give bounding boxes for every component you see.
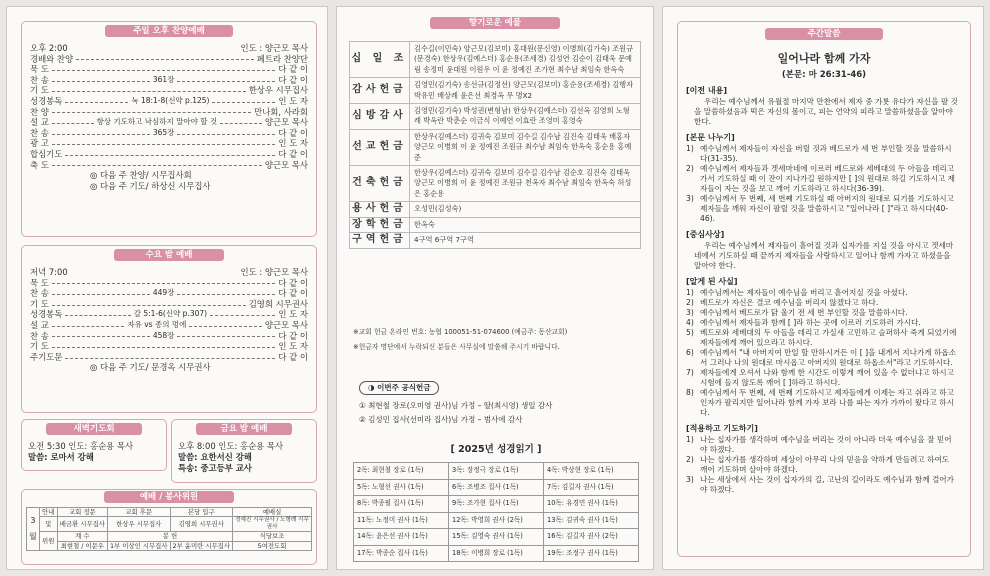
- list-text: 나는 세상에서 사는 것이 십자가의 길, 고난의 길이라도 예수님과 함께 걸어가야 하겠다.: [700, 475, 954, 494]
- dotted-leader: [65, 102, 128, 103]
- order-row: [30, 149, 308, 160]
- order-item: 기 도: [30, 298, 49, 309]
- svc-r1-0: 교회 정문: [57, 508, 107, 517]
- dotted-leader: [65, 155, 275, 156]
- svc-r4-2: 2부 윤미란 시무집사: [170, 541, 233, 550]
- list-text: 예수님께서 제자들과 겟세마네에 이르러 베드로와 세베대의 두 아들을 데리고 가서 기도하실 때 이 잔이 지나가길 원하지만 [ ]의 원대로 하길 기도하시고 제자들이 자는 것을 보고 깨어 기도하라고 하시다(36-39).: [700, 164, 955, 193]
- list-number: 3): [686, 308, 694, 317]
- dotted-leader: [52, 305, 246, 306]
- dawn-time: 오전 5:30 인도: 홍순용 목사: [28, 441, 134, 451]
- bible-row: [354, 512, 639, 529]
- wednesday-box: [21, 245, 317, 413]
- bible-reader: 2독: 최현철 장로 (1독): [354, 463, 449, 480]
- svc-r4-0: 최현철 / 이문우: [57, 541, 107, 550]
- order-leader: 다 같 이: [278, 127, 309, 138]
- dawn-header: 새벽기도회: [46, 423, 142, 435]
- account-note: ※헌금자 명단에서 누락되신 분들은 사무실에 말씀해 주시기 바랍니다.: [353, 343, 560, 351]
- offering-row: [350, 104, 641, 130]
- offering-category: 십 일 조: [350, 42, 410, 78]
- devotion-title: 일어나라 함께 가자: [777, 52, 871, 65]
- list-text: 나는 십자가를 생각하며 예수님을 버리는 것이 아니라 더욱 예수님을 잘 믿어야 하겠다.: [700, 435, 952, 454]
- order-item: 성경봉독: [30, 309, 63, 320]
- order-leader: 양근모 목사: [264, 319, 308, 330]
- list-item: [686, 194, 958, 224]
- offering-panel: [336, 6, 654, 570]
- order-leader: 다 같 이: [278, 351, 308, 362]
- offering-category: 용사헌금: [350, 202, 410, 217]
- section-text: 우리는 예수님께서 유월절 마지막 만찬에서 제자 중 가룟 유다가 자신을 팔 것을 말씀하셨음과 떡은 자신의 몸이고, 피는 언약의 피라고 말씀하셨음을 알아야 한다.: [694, 97, 958, 126]
- list-number: 1): [686, 288, 694, 297]
- order-leader: 페트라 찬양단: [256, 53, 308, 64]
- list-text: 예수님께서 베드로가 닭 울기 전 세 번 부인할 것을 말씀하시다.: [700, 308, 908, 317]
- list-text: 예수님께서는 제자들이 예수님을 버리고 흩어지실 것을 아셨다.: [700, 288, 908, 297]
- offering-category: 건축헌금: [350, 166, 410, 202]
- order-leader: 다 같 이: [278, 74, 309, 85]
- order-row: [30, 64, 308, 75]
- offering-names: 한상우(김예스더) 김귀숙 김보미 김수길 김수남 김순호 김진숙 김태욱 양근모 이병희 이 윤 정예진 조원규 천옥자 최수남 최임숙 한옥숙 허성은 홍순용: [410, 166, 641, 202]
- order-leader: 양근모 목사: [264, 159, 308, 170]
- order-row: [30, 309, 308, 320]
- order-item: 찬 양: [30, 106, 49, 117]
- order-leader: 인도 : 양근모 목사: [240, 43, 308, 53]
- list-item: [686, 435, 958, 455]
- sunday-afternoon-order: [30, 43, 308, 170]
- sunday-afternoon-header: 주일 오후 찬양예배: [105, 25, 233, 37]
- order-row: [30, 128, 308, 139]
- order-row: [30, 352, 308, 363]
- section-text: 우리는 예수님께서 제자들이 흩어질 것과 십자가를 지실 것을 아시고 겟세마네에서 기도하실 때 끝까지 제자들을 사랑하시고 일어나 함께 가자고 하셨음을 알아야 한다.: [694, 241, 954, 270]
- bible-reader: 4독: 박상현 장로 (1독): [544, 463, 639, 480]
- devotion-subtitle: (본문: 마 26:31-46): [781, 70, 867, 80]
- list-text: 예수님께서 두 번째, 세 번째 기도하실 때 아버지의 원대로 되기를 기도하시고 제자들을 깨워 자신이 팔릴 것을 말씀하시고 "일어나라 [ ]"라고 하시다(40-46).: [700, 194, 954, 223]
- list-number: 2): [686, 455, 694, 464]
- svc-r1-2: 본당 입구: [170, 508, 233, 517]
- section-title: [본문 나누기]: [686, 133, 735, 142]
- list-item: [686, 288, 958, 298]
- dotted-leader: [52, 123, 94, 124]
- order-row: [30, 160, 308, 171]
- offering-row: [350, 129, 641, 165]
- order-leader: 김영희 시무권사: [248, 298, 308, 309]
- bible-reader: 3독: 장정극 장로 (1독): [449, 463, 544, 480]
- bible-reader: 18독: 이병희 장로 (1독): [449, 545, 544, 562]
- list-item: [686, 144, 958, 164]
- offering-row: [350, 42, 641, 78]
- svc-r2-3: 정예진 시무권사 / 노형례 시무권사: [233, 517, 312, 532]
- bible-reader: 8독: 박종필 집사 (1독): [354, 496, 449, 513]
- svc-r3-0: 계 수: [57, 532, 107, 541]
- dawn-sermon: 말씀: 로마서 강해: [28, 452, 94, 462]
- dotted-leader: [52, 134, 150, 135]
- bible-reader: 15독: 김영숙 권사 (1독): [449, 529, 544, 546]
- service-label-2: 및: [39, 517, 57, 532]
- order-leader: 인도 : 양근모 목사: [240, 267, 308, 277]
- list-text: 예수님께서 "내 아버지여 만일 할 만하시거든 이 [ ]을 내게서 지나가게 하옵소서 그러나 나의 원대로 마시옵고 아버지의 원대로 하옵소서"라고 기도하시다.: [700, 348, 957, 367]
- list-item: [686, 164, 958, 194]
- bible-reading-title: [ 2025년 성경읽기 ]: [450, 444, 542, 455]
- section-title: [알게 된 사실]: [686, 277, 738, 286]
- service-label-3: 위원: [39, 532, 57, 551]
- order-item: 오후 2:00: [30, 43, 68, 53]
- bible-row: [354, 496, 639, 513]
- offering-row: [350, 202, 641, 217]
- order-item: 설 교: [30, 319, 49, 330]
- next-week-note: ◎ 다음 주 기도/ 하상신 시무집사: [90, 181, 211, 192]
- bible-row: [354, 479, 639, 496]
- order-item: 축 도: [30, 159, 49, 170]
- order-detail: 361장: [152, 74, 175, 84]
- service-month: 3 월: [27, 508, 40, 551]
- list-number: 4): [686, 318, 694, 327]
- order-leader: 인 도 자: [278, 95, 308, 106]
- service-label-1: 안내: [39, 508, 57, 517]
- svc-r1-3: 예배실: [233, 508, 312, 517]
- order-item: 기 도: [30, 85, 49, 96]
- bible-reader: 9독: 조가현 집사 (1독): [449, 496, 544, 513]
- order-detail: 449장: [152, 288, 175, 298]
- dotted-leader: [212, 102, 275, 103]
- offering-names: 김영민(김기숙) 박성권(변형남) 한상우(김예스더) 김선옥 김영희 노형례 박옥란 박춘순 이금식 이예연 이효란 조영미 홍영숙: [410, 104, 641, 130]
- list-text: 예수님께서 제자들과 함께 [ ]라 하는 곳에 이르러 기도하러 가시다.: [700, 318, 921, 327]
- dotted-leader: [52, 326, 125, 327]
- order-row: [30, 288, 308, 299]
- order-item: 묵 도: [30, 64, 49, 75]
- offering-table: [349, 41, 641, 249]
- bible-reader: 11독: 노정미 권사 (1독): [354, 512, 449, 529]
- order-item: 설 교: [30, 117, 49, 128]
- service-header: 예배 / 봉사위원: [104, 491, 234, 503]
- service-committee-box: [21, 489, 317, 565]
- list-item: [686, 388, 958, 418]
- section-title: [중심사상]: [686, 230, 725, 239]
- order-row: [30, 75, 308, 86]
- dotted-leader: [220, 123, 262, 124]
- wednesday-order: [30, 267, 308, 362]
- order-row: [30, 138, 308, 149]
- order-item: 기 도: [30, 341, 49, 352]
- order-row: [30, 107, 308, 118]
- list-text: 나는 십자가를 생각하며 세상이 아무리 나의 믿음을 약하게 만들려고 하여도 깨어 기도하며 살아야 하겠다.: [700, 455, 950, 474]
- order-row: [30, 278, 308, 289]
- dotted-leader: [52, 70, 276, 71]
- order-leader: 다 같 이: [278, 288, 309, 299]
- order-item: 저녁 7:00: [30, 267, 68, 277]
- list-number: 6): [686, 348, 694, 357]
- offering-names: 한옥숙: [410, 217, 641, 232]
- list-number: 8): [686, 388, 694, 397]
- friday-header: 금요 밤 예배: [196, 423, 292, 435]
- devotion-panel: [662, 6, 984, 570]
- list-number: 7): [686, 368, 694, 377]
- section-list: [678, 288, 970, 418]
- list-item: [686, 455, 958, 475]
- list-number: 5): [686, 328, 694, 337]
- offering-names: 김영민(김기숙) 송선규(김정선) 양근모(김보미) 홍순용(조세경) 김행자 박유민 배상례 윤은선 최경옥 무 명X2: [410, 78, 641, 104]
- dotted-leader: [65, 315, 130, 316]
- order-leader: 양근모 목사: [264, 117, 309, 128]
- bible-reader: 12독: 박영희 권사 (2독): [449, 512, 544, 529]
- order-detail: 365장: [152, 127, 175, 137]
- order-item: 경배와 찬양: [30, 53, 74, 64]
- list-number: 3): [686, 475, 694, 484]
- devotion-box: [677, 21, 971, 557]
- order-row: [30, 85, 308, 96]
- dotted-leader: [52, 91, 246, 92]
- dotted-leader: [76, 59, 254, 60]
- list-number: 1): [686, 435, 694, 444]
- dotted-leader: [52, 336, 150, 337]
- bible-row: [354, 529, 639, 546]
- list-number: 3): [686, 194, 694, 203]
- list-number: 1): [686, 144, 694, 153]
- order-row: [30, 43, 308, 54]
- dotted-leader: [52, 112, 251, 113]
- order-leader: 다 같 이: [278, 277, 308, 288]
- svc-r3-1: 봉 헌: [107, 532, 232, 541]
- spacer: [71, 273, 238, 274]
- offering-category: 감사헌금: [350, 78, 410, 104]
- list-number: 2): [686, 298, 694, 307]
- bible-reader: 14독: 윤은선 권사 (1독): [354, 529, 449, 546]
- bible-reader: 10독: 유경민 권사 (1독): [544, 496, 639, 513]
- dotted-leader: [189, 326, 262, 327]
- next-week-note: ◎ 다음 주 찬양/ 시무집사회: [90, 170, 192, 181]
- order-leader: 인 도 자: [278, 309, 309, 320]
- friday-time: 오후 8:00 인도: 홍순용 목사: [178, 441, 284, 451]
- dotted-leader: [52, 347, 276, 348]
- dotted-leader: [52, 144, 276, 145]
- list-item: [686, 348, 958, 368]
- bible-reader: 19독: 조정구 권사 (1독): [544, 545, 639, 562]
- order-leader: 한상우 시무집사: [248, 85, 308, 96]
- offering-category: 장학헌금: [350, 217, 410, 232]
- devotion-header: 주간말씀: [765, 28, 883, 40]
- order-item: 광 고: [30, 138, 49, 149]
- bible-reader: 6독: 조병조 집사 (1독): [449, 479, 544, 496]
- dotted-leader: [52, 165, 262, 166]
- order-item: 합심기도: [30, 148, 63, 159]
- offering-row: [350, 233, 641, 248]
- order-leader: 다 같 이: [278, 64, 308, 75]
- bible-reader: 16독: 김길자 권사 (2독): [544, 529, 639, 546]
- dotted-leader: [177, 336, 275, 337]
- bible-reading-table: [353, 462, 639, 562]
- memo-2: ② 김성민 집사(선미라 집사)님 가정 – 범사에 감사: [359, 415, 523, 424]
- dotted-leader: [52, 81, 150, 82]
- dawn-prayer-box: [21, 419, 167, 471]
- section-title: [적용하고 기도하기]: [686, 424, 758, 433]
- order-row: [30, 320, 308, 331]
- offering-names: 김수길(이민숙) 양근모(김보미) 홍대원(문신영) 이병희(김가숙) 조원규(문경숙) 한상우(김예스더) 홍순용(조세경) 김성연 김순이 김태욱 문예림 송정미 윤대원 이원우 이 윤 정예진 조가현 최수남 최임숙 한옥숙: [410, 42, 641, 78]
- list-item: [686, 328, 958, 348]
- svc-r2-1: 한상우 시무집사: [107, 517, 170, 532]
- order-item: 찬 송: [30, 330, 49, 341]
- order-detail: 갈 5:1-6(신약 p.307): [133, 309, 208, 319]
- order-item: 묵 도: [30, 277, 49, 288]
- dotted-leader: [52, 294, 150, 295]
- section-list: [678, 435, 970, 495]
- order-item: 찬 송: [30, 74, 49, 85]
- friday-sermon: 말씀: 요한서신 강해: [178, 452, 252, 462]
- list-text: 예수님께서 제자들이 자신을 버릴 것과 베드로가 세 번 부인할 것을 말씀하시다(31-35).: [700, 144, 952, 163]
- order-detail: 자유 vs 종의 멍에: [127, 319, 187, 329]
- order-detail: 눅 18:1-8(신약 p.125): [131, 95, 210, 105]
- order-item: 주기도문: [30, 351, 63, 362]
- svc-r2-2: 김영희 시무권사: [170, 517, 233, 532]
- offering-row: [350, 78, 641, 104]
- bible-row: [354, 545, 639, 562]
- offering-category: 선교헌금: [350, 129, 410, 165]
- list-text: 제자들에게 오셔서 나와 함께 한 시간도 이렇게 깨어 있을 수 없더냐고 하시고 시험에 들지 않도록 깨어 [ ]하라고 하시다.: [700, 368, 954, 387]
- dotted-leader: [65, 358, 275, 359]
- order-row: [30, 54, 308, 65]
- svc-r4-1: 1부 이상인 시무집사: [107, 541, 170, 550]
- order-item: 성경봉독: [30, 95, 63, 106]
- svc-r1-1: 교회 후문: [107, 508, 170, 517]
- order-leader: 만나회, 사라회: [254, 106, 308, 117]
- list-item: [686, 308, 958, 318]
- sunday-afternoon-notes: [30, 170, 308, 192]
- order-row: [30, 117, 308, 128]
- offering-names: 4구역 6구역 7구역: [410, 233, 641, 248]
- next-week-note: ◎ 다음 주 기도/ 문경옥 시무권사: [90, 362, 211, 373]
- wednesday-header: 수요 밤 예배: [114, 249, 224, 261]
- dotted-leader: [52, 283, 276, 284]
- order-row: [30, 267, 308, 278]
- list-item: [686, 475, 958, 495]
- spacer: [71, 49, 238, 50]
- offering-category: 심방감사: [350, 104, 410, 130]
- bible-reader: 5독: 노형선 권사 (1독): [354, 479, 449, 496]
- devotion-sections: [678, 85, 970, 495]
- offering-header: 향기로운 예물: [430, 17, 560, 29]
- sunday-afternoon-box: [21, 21, 317, 237]
- memo-title: ◑ 이번주 공식헌금: [359, 381, 439, 395]
- dotted-leader: [177, 134, 275, 135]
- list-text: 베드로가 자신은 결코 예수님을 버리지 않겠다고 하다.: [700, 298, 879, 307]
- offering-names: 한상우(김예스더) 김귀숙 김보미 김수길 김수남 김진숙 김태욱 배홍자 양근모 이병희 이 윤 정예진 조원규 최수남 최임숙 한옥숙 홍순용 홍예준: [410, 129, 641, 165]
- section-title: [이전 내용]: [686, 86, 728, 95]
- order-leader: 인 도 자: [278, 138, 308, 149]
- list-item: [686, 368, 958, 388]
- bible-reader: 7독: 김길자 권사 (1독): [544, 479, 639, 496]
- worship-order-panel: [6, 6, 328, 570]
- order-leader: 인 도 자: [278, 341, 308, 352]
- offering-names: 오성민(김성숙): [410, 202, 641, 217]
- list-item: [686, 298, 958, 308]
- memo-1: ① 최현철 장로(오미영 권사)님 가정 – 딸(최시영) 생일 감사: [359, 401, 553, 410]
- order-item: 찬 송: [30, 127, 49, 138]
- list-text: 예수님께서 두 번째, 세 번째 기도하시고 제자들에게 이제는 자고 쉬라고 하고 인자가 팔리지만 일어나라 함께 가자 보라 나를 파는 자가 가까이 왔다고 하시다.: [700, 388, 954, 417]
- order-detail: 458장: [152, 330, 175, 340]
- section-list: [678, 144, 970, 224]
- order-row: [30, 96, 308, 107]
- wednesday-notes: [30, 362, 308, 373]
- account-info: ※교회 헌금 온라인 번호: 농협 100051-51-074600 (예금주: 동산교회): [353, 328, 568, 336]
- dotted-leader: [177, 294, 275, 295]
- order-leader: 다 같 이: [278, 148, 308, 159]
- list-item: [686, 318, 958, 328]
- offering-row: [350, 217, 641, 232]
- offering-category: 구역헌금: [350, 233, 410, 248]
- list-number: 2): [686, 164, 694, 173]
- svc-r2-0: 배금환 시무집사: [57, 517, 107, 532]
- bible-reader: 17독: 박종순 집사 (1독): [354, 545, 449, 562]
- service-table: [26, 507, 312, 551]
- friday-box: [171, 419, 317, 483]
- svc-r4-3: 5여전도회: [233, 541, 312, 550]
- order-item: 찬 송: [30, 288, 49, 299]
- bible-row: [354, 463, 639, 480]
- order-row: [30, 341, 308, 352]
- bible-reader: 13독: 김귀숙 권사 (1독): [544, 512, 639, 529]
- dotted-leader: [210, 315, 275, 316]
- order-detail: 항상 기도하고 낙심하지 말아야 할 것: [96, 117, 218, 127]
- order-row: [30, 299, 308, 310]
- svc-r3-2: 식당보조: [233, 532, 312, 541]
- list-text: 베드로와 세베대의 두 아들을 데리고 가실새 고민하고 슬퍼하사 죽게 되었기에 제자들에게 깨어 있으라고 하시다.: [700, 328, 957, 347]
- order-leader: 다 같 이: [278, 330, 309, 341]
- friday-special: 특송: 중고등부 교사: [178, 463, 252, 473]
- order-row: [30, 331, 308, 342]
- offering-row: [350, 166, 641, 202]
- dotted-leader: [177, 81, 275, 82]
